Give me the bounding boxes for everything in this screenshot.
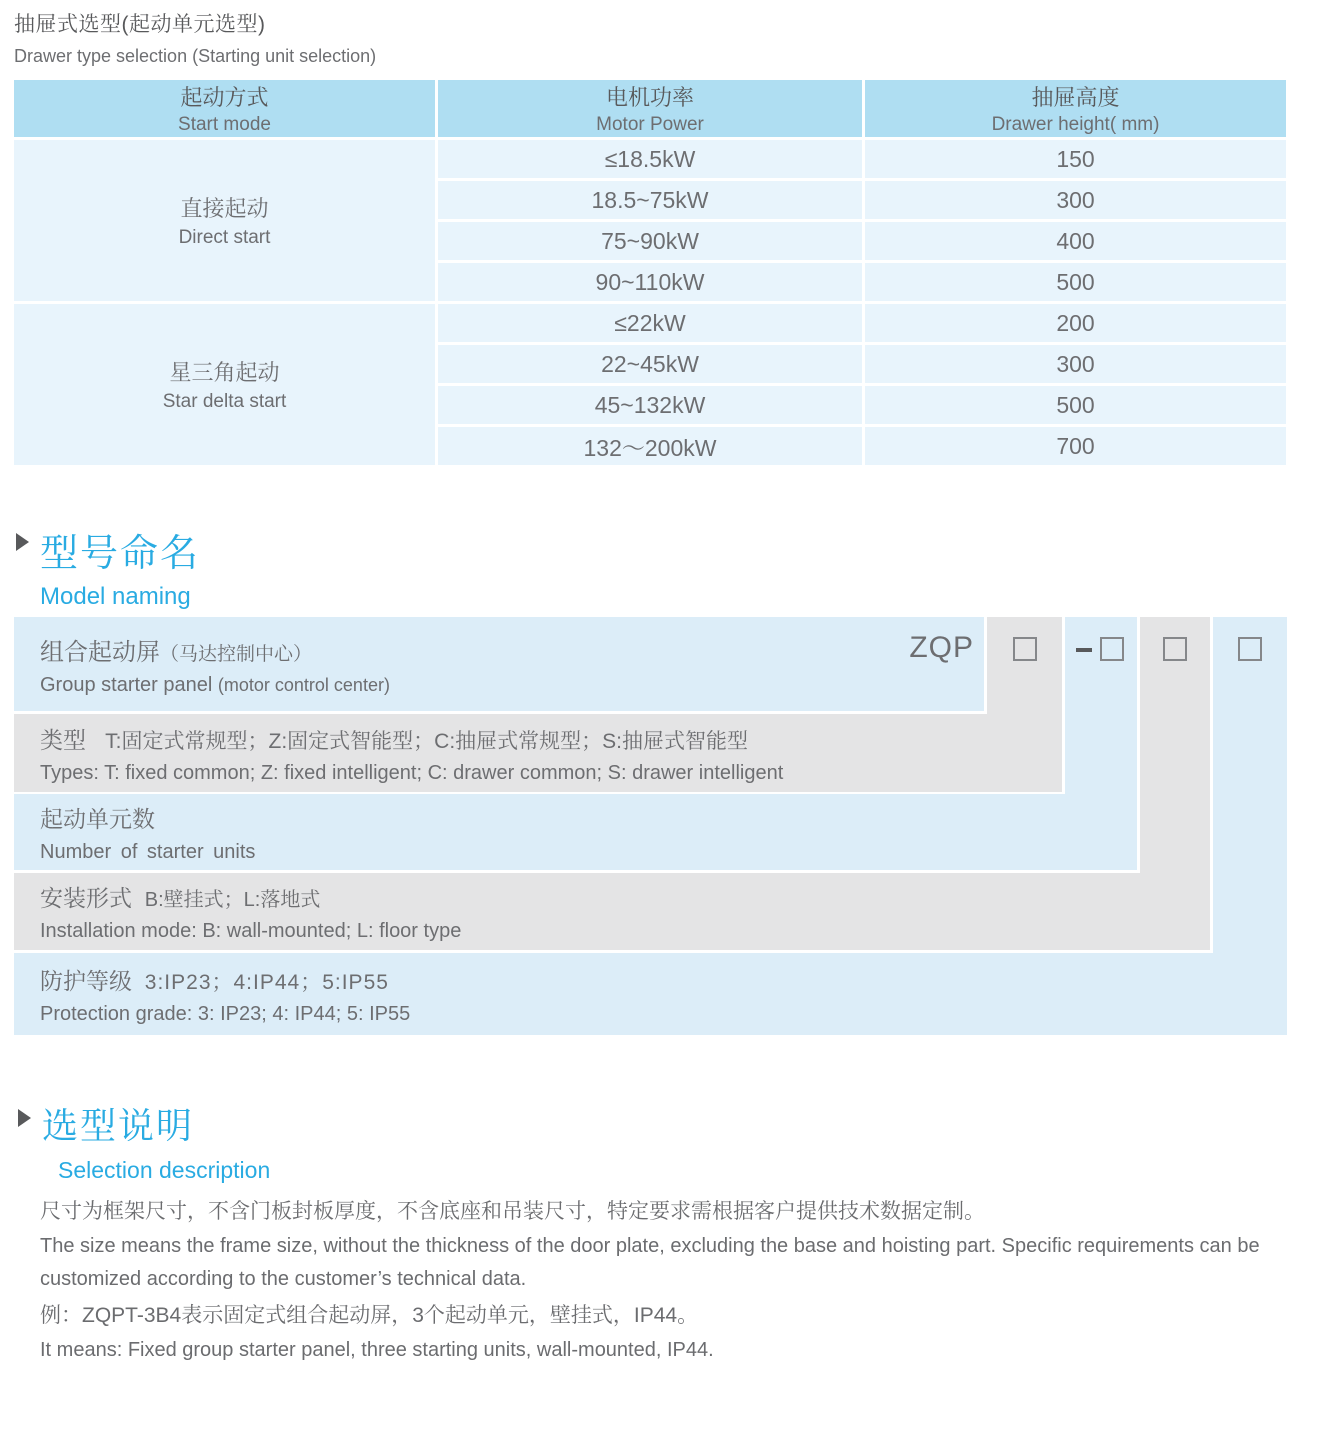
row5-label-zh: 防护等级 [40, 967, 132, 994]
row2-desc-zh: T:固定式常规型；Z:固定式智能型；C:抽屉式常规型；S:抽屉式智能型 [105, 729, 749, 753]
row1-label-zh: 组合起动屏 [40, 638, 160, 666]
model-code-box-1 [1013, 637, 1037, 661]
header-drawer-height-en: Drawer height( mm) [991, 114, 1160, 135]
height-cell: 700 [865, 427, 1286, 465]
model-code-column-1 [987, 617, 1062, 792]
row1-sub-en: (motor control center) [217, 674, 390, 695]
model-naming-heading-zh: 型号命名 [40, 533, 201, 575]
model-code-column-2 [1065, 617, 1137, 870]
row2-label-zh: 类型 [40, 726, 86, 753]
model-naming-row-installation-mode [14, 873, 1210, 950]
power-cell: 18.5~75kW [438, 181, 862, 219]
selection-description-text [40, 1196, 1290, 1371]
header-start-mode-en: Start mode [178, 114, 271, 135]
model-code-box-4 [1238, 637, 1262, 661]
header-motor-power-zh: 电机功率 [605, 85, 694, 110]
height-cell: 500 [865, 263, 1286, 301]
selection-heading-zh: 选型说明 [42, 1105, 195, 1146]
section-model-naming-heading [16, 522, 200, 611]
row4-desc-zh: B:壁挂式；L:落地式 [144, 889, 321, 911]
mode-direct-zh: 直接起动 [180, 196, 269, 221]
row5-en: Protection grade: 3: IP23; 4: IP44; 5: IP55 [40, 1002, 411, 1025]
height-cell: 150 [865, 140, 1286, 178]
row5-desc-zh: 3:IP23；4:IP44；5:IP55 [144, 970, 389, 994]
height-cell: 300 [865, 181, 1286, 219]
power-cell: ≤18.5kW [438, 140, 862, 178]
row3-label-zh: 起动单元数 [40, 805, 155, 832]
selection-heading-en: Selection description [58, 1157, 271, 1183]
height-cell: 500 [865, 386, 1286, 424]
arrow-right-icon [16, 533, 29, 551]
power-cell: ≤22kW [438, 304, 862, 342]
model-naming-diagram [0, 617, 1322, 1037]
document-title-en: Drawer type selection (Starting unit selection) [14, 46, 377, 66]
model-naming-heading-en: Model naming [40, 583, 191, 610]
document-title-zh: 抽屉式选型(起动单元选型) [14, 13, 266, 36]
column-header-drawer-height [865, 80, 1286, 137]
arrow-right-icon [18, 1109, 31, 1127]
row3-en: Number of starter units [40, 840, 256, 863]
row4-label-zh: 安装形式 [40, 885, 132, 911]
example-en: It means: Fixed group starter panel, three starting units, wall-mounted, IP44. [40, 1339, 714, 1361]
row4-en: Installation mode: B: wall-mounted; L: floor type [40, 920, 462, 942]
mode-star-delta-en: Star delta start [162, 391, 287, 412]
model-naming-row-protection-grade [14, 953, 1287, 1035]
power-cell: 132～200kW [438, 427, 862, 465]
mode-star-delta-zh: 星三角起动 [169, 360, 280, 385]
column-header-start-mode [14, 80, 435, 137]
header-start-mode-zh: 起动方式 [180, 85, 269, 110]
section-selection-description-heading [18, 1098, 270, 1184]
height-cell: 300 [865, 345, 1286, 383]
model-naming-row-starter-units [14, 794, 1137, 870]
mode-cell-direct-start [14, 140, 435, 301]
row1-sub-zh: （马达控制中心） [160, 643, 313, 665]
mode-direct-en: Direct start [178, 227, 271, 248]
power-cell: 45~132kW [438, 386, 862, 424]
model-code-column-3 [1140, 617, 1210, 950]
height-cell: 200 [865, 304, 1286, 342]
description-zh: 尺寸为框架尺寸，不含门板封板厚度，不含底座和吊装尺寸，特定要求需根据客户提供技术数据定制。 [40, 1200, 985, 1223]
row2-en: Types: T: fixed common; Z: fixed intelligent; C: drawer common; S: drawer intelligent [40, 761, 784, 784]
drawer-selection-table [14, 80, 1283, 465]
model-code-dash-icon [1076, 648, 1092, 652]
power-cell: 75~90kW [438, 222, 862, 260]
row1-label-en: Group starter panel [40, 673, 213, 696]
model-code-box-3 [1163, 637, 1187, 661]
height-cell: 400 [865, 222, 1286, 260]
power-cell: 90~110kW [438, 263, 862, 301]
model-code-column-4 [1213, 617, 1287, 1035]
model-code-prefix: ZQP [909, 631, 974, 664]
power-cell: 22~45kW [438, 345, 862, 383]
description-en: The size means the frame size, without the thickness of the door plate, excluding the base and hoisting part. Specific requirements can be customized according to the customer’s technical data. [40, 1235, 1260, 1290]
header-motor-power-en: Motor Power [596, 114, 704, 135]
model-naming-row-group-starter-panel [14, 617, 984, 711]
column-header-motor-power [438, 80, 862, 137]
mode-cell-star-delta-start [14, 304, 435, 465]
document-title [14, 8, 376, 67]
model-code-box-2 [1100, 637, 1124, 661]
model-naming-row-types [14, 714, 1062, 792]
header-drawer-height-zh: 抽屉高度 [1031, 85, 1120, 110]
example-zh: 例：ZQPT-3B4表示固定式组合起动屏，3个起动单元，壁挂式，IP44。 [40, 1304, 699, 1327]
